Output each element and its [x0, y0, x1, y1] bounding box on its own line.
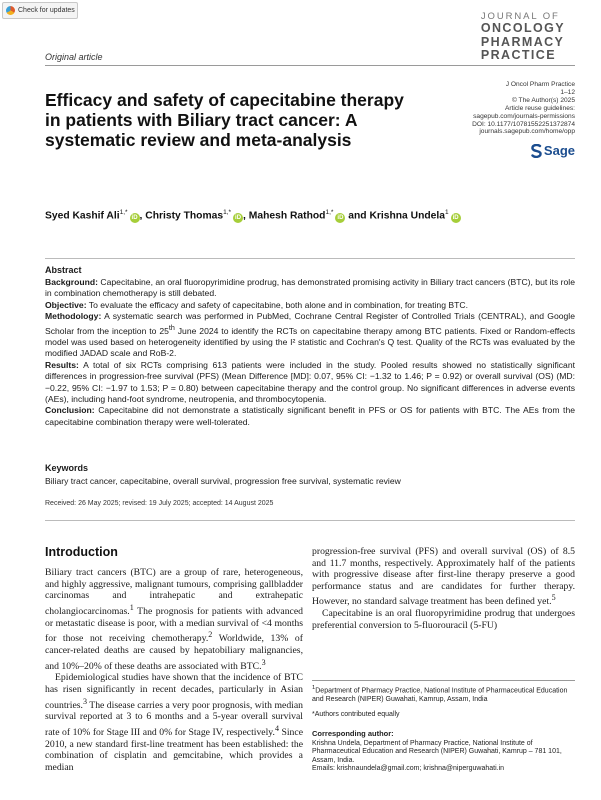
article-type: Original article — [45, 52, 103, 62]
introduction-heading: Introduction — [45, 545, 118, 559]
abstract-methodology: Methodology: A systematic search was performed in PubMed, Cochrane Central Register of Controlled Trials (CENTRAL), and Google Scholar from the inception to 25th June 2024 to identify the RCTs on capecitabine therapy among BTC patients. Fixed or Random-effects model was used based on heterogeneity identified by using the I² statistic and Cochran's Q test. Quality of the RCTs was evaluated by the modified JADAD scale and RoB-2. — [45, 311, 575, 359]
citation-link[interactable]: 4 — [274, 724, 279, 734]
journal-link[interactable]: journals.sagepub.com/home/opp — [479, 128, 575, 136]
citation-link[interactable]: 3 — [82, 696, 87, 706]
body-column-left — [45, 545, 303, 774]
header-divider — [45, 65, 575, 66]
citation-link[interactable]: 5 — [551, 593, 556, 603]
author-name[interactable]: Christy Thomas — [145, 210, 224, 222]
abstract-objective: Objective: To evaluate the efficacy and safety of capecitabine, both alone and in combination, for treating BTC. — [45, 299, 468, 310]
abstract-results: Results: A total of six RCTs comprising 613 patients were included in the study. Pooled results showed no statistically significant differences in progression-free survival (PFS) (Mean Difference [MD]: 0.07, 95% CI: −1.32 to 1.46; P = 0.92) or overall survival (OS) (MD: −0.22, 95% CI: −1.97 to 1.53; P = 0.80) between capecitabine therapy and the control group. No significant differences in adverse events (AEs), including hand-foot syndrome, neutropenia, and thrombocytopenia. — [45, 359, 575, 404]
author-list: Syed Kashif Ali$^{1,*}$iD , Christy Thomas$^{1,*}$iD , Mahesh Rathod$^{1,*}$iD and Krishna Undela$^1$iD — [45, 209, 459, 222]
citation-link[interactable]: 3 — [261, 657, 266, 667]
journal-ref: J Oncol Pharm Practice — [505, 81, 575, 88]
journal-logo: JOURNAL OF ONCOLOGY PHARMACY PRACTICE — [480, 11, 565, 62]
section-divider — [45, 520, 575, 521]
update-icon — [6, 6, 15, 15]
intro-paragraph-1: Biliary tract cancers (BTC) are a group of rare, heterogeneous, and highly aggressive, malignant tumours, comprising gallbladder carcinomas and intrahepatic and extrahepatic cholangiocarcinomas.$^1$ The prognosis for patients with advanced or metastatic disease is poor, with a median survival of <4 months for those not receiving chemotherapy.$^2$ Worldwide, 13% of cancer-related deaths are caused by hepatobiliary malignancies, and 10%–20% of these deaths are associated with BTC.$^3$ — [45, 567, 303, 672]
affiliation-footnote: $^1$Department of Pharmacy Practice, National Institute of Pharmaceutical Education and Research (NIPER) Guwahati, Kamrup, Assam, India — [312, 685, 568, 703]
orcid-icon[interactable]: iD — [337, 215, 344, 222]
check-for-updates-badge[interactable] — [2, 2, 78, 19]
abstract-conclusion: Conclusion: Capecitabine did not demonstrate a statistically significant benefit in PFS or OS for patients with BTC. The AEs from the capecitabine combination therapy were well-tolerated. — [45, 405, 575, 427]
intro-paragraph-4: Capecitabine is an oral fluoropyrimidine prodrug that undergoes preferential conversion to 5-fluorouracil (5-FU) — [312, 608, 575, 631]
corresponding-author: Corresponding author: Krishna Undela, Department of Pharmacy Practice, National Institute of Pharmaceutical Education and Research (NIPER) Guwahati, Kamrup – 781 101, Assam, India. Emails: krishnaundela@gmail.com; krishna@niperguwahati.in — [312, 730, 575, 774]
author-name[interactable]: Syed Kashif Ali — [45, 210, 120, 222]
check-for-updates-label: Check for updates — [18, 7, 75, 14]
citation-link[interactable]: 1 — [129, 602, 134, 612]
orcid-icon[interactable]: iD — [235, 215, 242, 222]
citation-link[interactable]: 2 — [208, 630, 213, 640]
doi-link[interactable]: DOI: 10.1177/10781552251372874 — [472, 120, 575, 128]
article-title: Efficacy and safety of capecitabine therapy in patients with Biliary tract cancer: A systematic review and meta-analysis — [45, 90, 404, 150]
abstract-background: Background: Capecitabine, an oral fluoropyrimidine prodrug, has demonstrated promising activity in Biliary tract cancers (BTC), but its role in combination chemotherapy is still debated. — [45, 277, 575, 299]
article-dates: Received: 26 May 2025; revised: 19 July 2025; accepted: 14 August 2025 — [45, 500, 274, 507]
author-name[interactable]: Krishna Undela — [369, 210, 445, 222]
orcid-icon[interactable]: iD — [452, 215, 459, 222]
sage-icon — [531, 144, 542, 158]
reuse-link[interactable]: sagepub.com/journals-permissions — [473, 112, 575, 120]
reuse-label: Article reuse guidelines: — [504, 104, 575, 112]
abstract-heading: Abstract — [45, 265, 82, 275]
intro-paragraph-2: Epidemiological studies have shown that the incidence of BTC has risen significantly in recent decades, particularly in Asian countries.$^3$ The disease carries a very poor prognosis, with median survival reported at 3 to 6 months and a 5-year overall survival rate of 10% for Stage III and 0% for Stage IV, respectively.$^4$ Since 2010, a new standard first-line treatment has been established: the combination of cisplatin and gemcitabine, which provides a median — [45, 672, 303, 774]
author-name[interactable]: Mahesh Rathod — [248, 210, 326, 222]
abstract-body — [45, 277, 575, 428]
page-range: 1–12 — [560, 88, 575, 96]
keywords-text: Biliary tract cancer, capecitabine, overall survival, progression free survival, systematic review — [45, 476, 401, 486]
publisher-logo: Sage — [531, 143, 575, 158]
body-column-right — [312, 546, 575, 631]
footnote-divider — [312, 680, 575, 681]
equal-contribution-note: *Authors contributed equally — [312, 711, 400, 718]
article-meta — [415, 81, 575, 136]
orcid-icon[interactable]: iD — [131, 215, 138, 222]
author-emails[interactable]: Emails: krishnaundela@gmail.com; krishna@niperguwahati.in — [312, 765, 505, 773]
copyright: © The Author(s) 2025 — [511, 96, 575, 104]
keywords-heading: Keywords — [45, 463, 89, 473]
intro-paragraph-3: progression-free survival (PFS) and overall survival (OS) of 8.5 and 11.7 months, respectively. Approximately half of the patients with progressive disease after first-line therapy preserve a good performance status and are candidates for further therapy. However, no standard salvage treatment has been defined yet.$^5$ — [312, 546, 575, 608]
